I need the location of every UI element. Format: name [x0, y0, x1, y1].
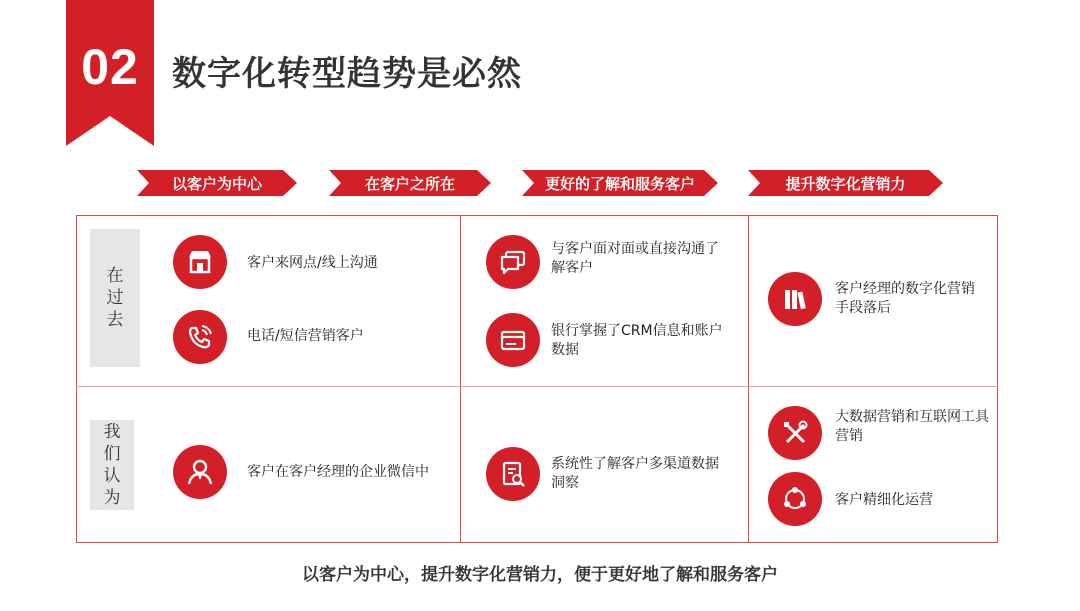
report-search-icon	[486, 447, 540, 501]
card-icon	[486, 313, 540, 367]
grid-divider	[76, 386, 998, 387]
cell-text: 客户在客户经理的企业微信中	[247, 464, 429, 480]
books-icon	[768, 272, 822, 326]
cell-text: 客户来网点/线上沟通	[247, 255, 378, 271]
network-icon	[768, 472, 822, 526]
arrow-label: 提升数字化营销力	[785, 174, 906, 193]
cell-text: 银行掌握了CRM信息和账户数据	[551, 323, 723, 358]
arrow-banner-2	[329, 170, 491, 196]
cell-text: 电话/短信营销客户	[247, 328, 364, 344]
chat-icon	[486, 235, 540, 289]
section-number: 02	[81, 39, 139, 95]
cell-text: 系统性了解客户多渠道数据洞察	[551, 456, 719, 491]
grid-divider	[748, 215, 749, 543]
arrow-banner-4	[748, 170, 943, 196]
arrow-label: 更好的了解和服务客户	[544, 174, 695, 193]
row-label-now: 我们认为	[90, 420, 134, 510]
row-label-past: 在过去	[90, 229, 140, 367]
page-title: 数字化转型趋势是必然	[172, 54, 522, 94]
arrow-banner-1	[137, 170, 297, 196]
grid-divider	[460, 215, 461, 543]
cell-text: 客户经理的数字化营销手段落后	[835, 281, 975, 316]
cell-text: 大数据营销和互联网工具营销	[835, 409, 989, 444]
arrow-banner-3	[522, 170, 718, 196]
person-icon	[173, 445, 227, 499]
cell-text: 与客户面对面或直接沟通了解客户	[551, 241, 719, 276]
summary-caption: 以客户为中心，提升数字化营销力，便于更好地了解和服务客户	[302, 565, 778, 585]
cell-text: 客户精细化运营	[835, 492, 933, 508]
tools-icon	[768, 406, 822, 460]
arrow-label: 在客户之所在	[364, 174, 455, 193]
shop-icon	[173, 235, 227, 289]
phone-icon	[173, 310, 227, 364]
arrow-label: 以客户为中心	[171, 174, 262, 193]
